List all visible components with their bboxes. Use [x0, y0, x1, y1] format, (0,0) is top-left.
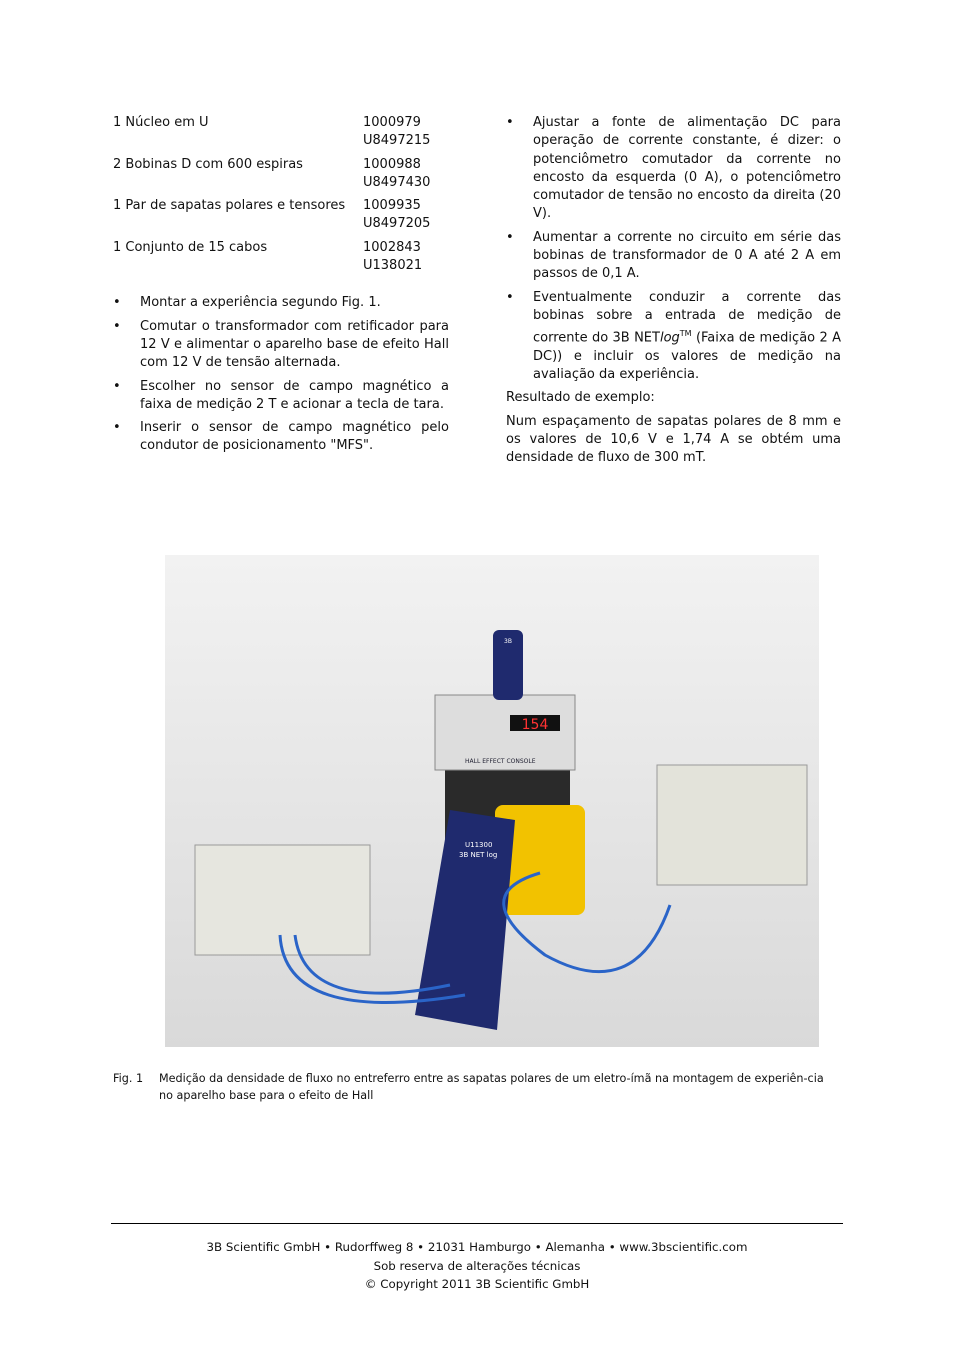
tr	[195, 845, 370, 955]
c1: 1009935	[363, 198, 421, 214]
c	[363, 114, 430, 151]
n: 1 Par de sapatas polares e tensores	[113, 198, 346, 214]
n: 1 Núcleo em U	[113, 115, 209, 130]
cap	[113, 1070, 840, 1104]
f3: © Copyright 2011 3B Scientific GmbH	[364, 1277, 590, 1292]
n: 2 Bobinas D com 600 espiras	[113, 156, 303, 172]
c: TM	[679, 329, 692, 339]
rs	[506, 114, 841, 384]
fig	[165, 555, 819, 1047]
a: Eventualmente conduzir a corrente das bobinas sobre a entrada de medição de corrente do 3B NET	[533, 289, 841, 346]
c1: 1000988	[363, 156, 421, 172]
c1: 1000979	[363, 115, 421, 130]
r	[113, 239, 449, 276]
ct: Medição da densidade de fluxo no entreferro entre as sapatas polares de um eletro-ímã na montagem de experiên-cia no aparelho base para o efeito de Hall	[159, 1072, 824, 1102]
ps	[657, 765, 807, 885]
nb: 3B NET log	[459, 851, 498, 859]
c1: 1002843	[363, 239, 421, 255]
dv: 154	[521, 717, 549, 733]
hr	[111, 1223, 843, 1224]
c	[363, 239, 422, 276]
s: • Montar a experiência segundo Fig. 1.	[113, 294, 449, 312]
r	[113, 156, 449, 193]
cn: Fig. 1	[113, 1072, 144, 1085]
s: • Escolher no sensor de campo magnético a faixa de medição 2 T e acionar a tecla de tara.	[113, 378, 449, 415]
c	[363, 197, 430, 234]
s	[506, 289, 841, 385]
c	[363, 156, 430, 193]
n: 1 Conjunto de 15 cabos	[113, 239, 268, 255]
f1: 3B Scientific GmbH • Rudorffweg 8 • 21031 Hamburgo • Alemanha • www.3bscientific.com	[206, 1240, 748, 1254]
ht: HALL EFFECT CONSOLE	[465, 758, 536, 765]
c2: U8497205	[363, 216, 431, 232]
r	[113, 114, 449, 151]
b: log	[659, 330, 680, 346]
ls	[113, 294, 449, 455]
nc: U11300	[465, 841, 493, 849]
c2: U8497215	[363, 133, 431, 149]
l	[113, 114, 449, 461]
s: • Aumentar a corrente no circuito em série das bobinas de transformador de 0 A até 2 A em passos de 0,1 A.	[506, 229, 841, 284]
c2: U138021	[363, 258, 423, 274]
d: (Faixa de medição 2 A DC)) e incluir os valores de medição na avaliação da experiência.	[533, 330, 841, 383]
sl: 3B	[504, 638, 512, 645]
rl: Resultado de exemplo:	[506, 390, 655, 406]
ft	[111, 1238, 843, 1294]
rt: Num espaçamento de sapatas polares de 8 mm e os valores de 10,6 V e 1,74 A se obtém uma densidade de fluxo de 300 mT.	[506, 413, 841, 466]
s: • Ajustar a fonte de alimentação DC para operação de corrente constante, é dizer: o potenciômetro comutador da corrente no encosto da esquerda (0 A), o potenciômetro comutador de tensão no encosto da direita (20 V).	[506, 114, 841, 224]
f2: Sob reserva de alterações técnicas	[373, 1258, 581, 1273]
rc	[506, 114, 841, 473]
ph	[165, 555, 819, 1047]
r	[113, 197, 449, 234]
s: • Comutar o transformador com retificador para 12 V e alimentar o aparelho base de efeito Hall com 12 V de tensão alternada.	[113, 318, 449, 373]
s: • Inserir o sensor de campo magnético pelo condutor de posicionamento "MFS".	[113, 419, 449, 456]
it	[113, 114, 449, 275]
c2: U8497430	[363, 174, 431, 190]
